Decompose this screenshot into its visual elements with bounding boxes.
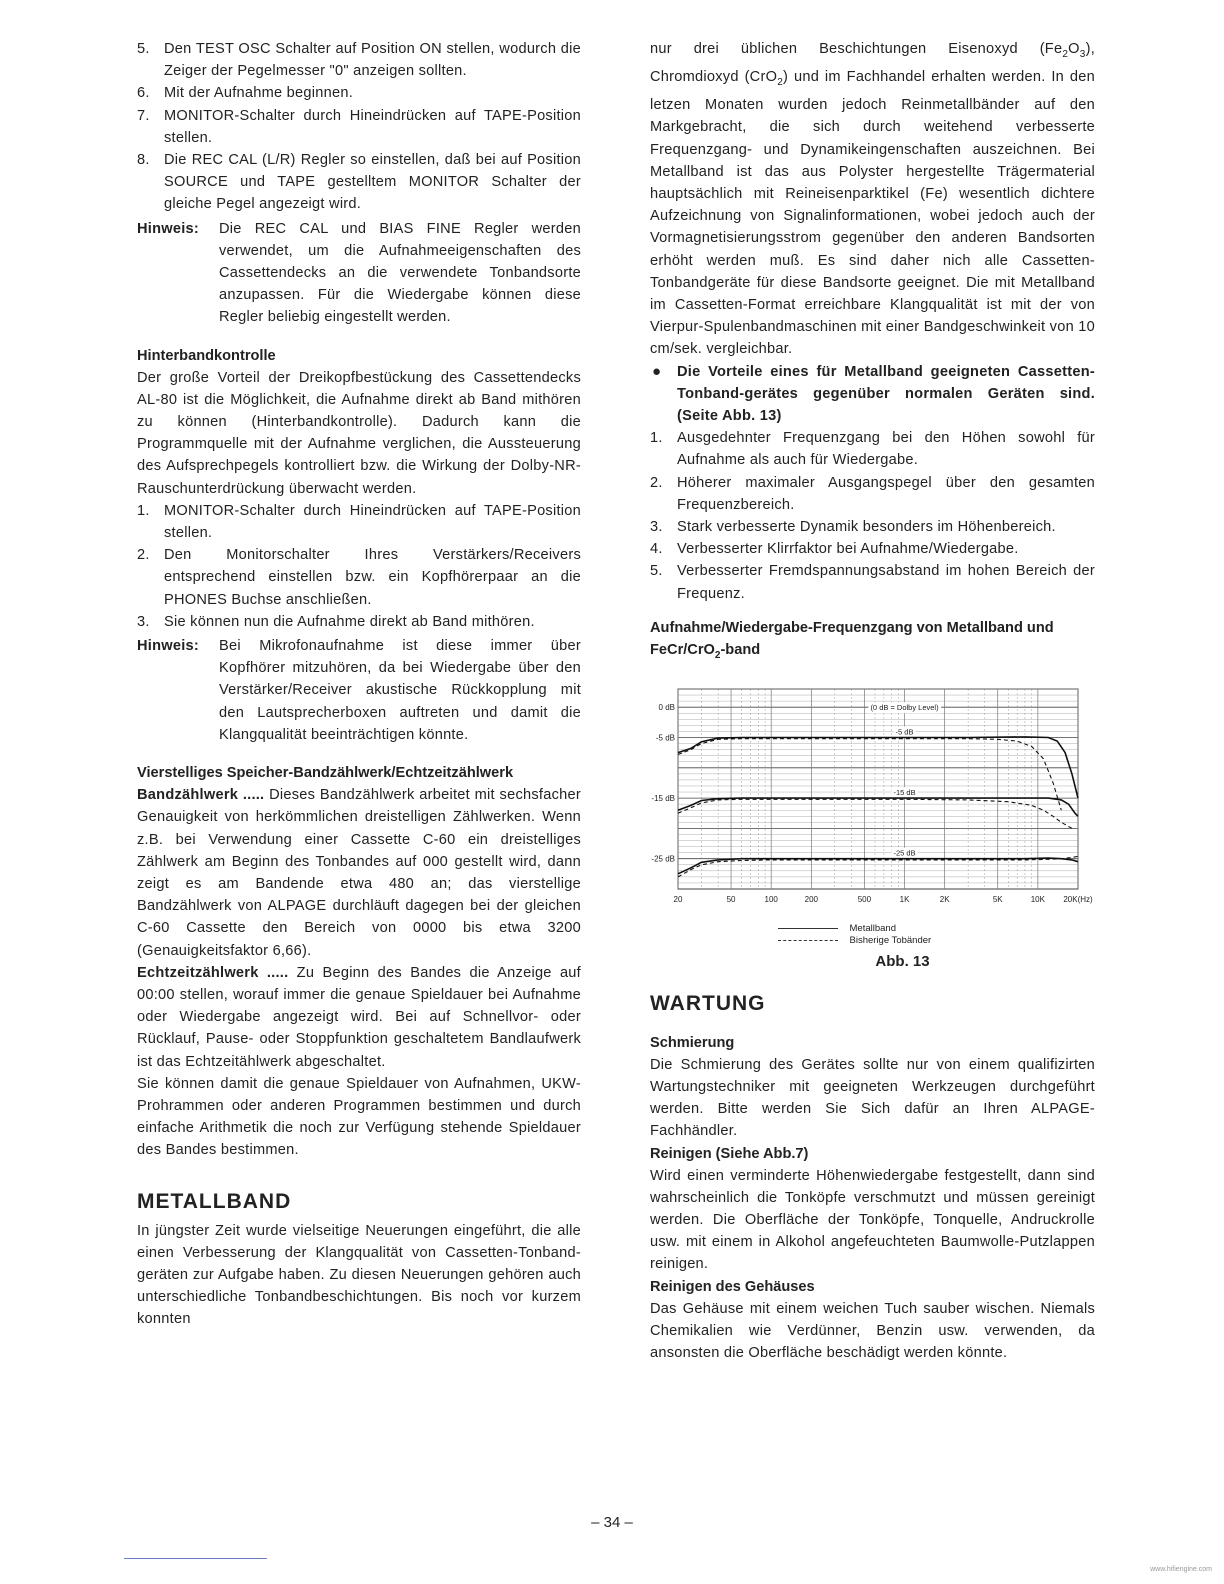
list-item: 2. Höherer maximaler Ausgangspegel über den gesamten Frequenzbereich.: [650, 474, 1095, 513]
heading-hinterbandkontrolle: Hinterbandkontrolle: [137, 347, 276, 364]
list-item: 3. Sie können nun die Aufnahme direkt ab Band mithören.: [137, 613, 535, 630]
note-microphone: [137, 635, 581, 746]
x-tick-label: 50: [726, 894, 736, 904]
x-tick-label: 2K: [939, 894, 950, 904]
legend-item-old: Bisherige Tobänder: [778, 935, 968, 947]
list-item: 7. MONITOR-Schalter durch Hineindrücken auf TAPE-Position stellen.: [137, 107, 581, 146]
inline-label-echtzeit: Echtzeitzählwerk .....: [137, 964, 289, 981]
x-tick-label: 200: [804, 894, 819, 904]
y-tick-label: -15 dB: [651, 793, 675, 803]
heading-metallband: METALLBAND: [137, 1189, 292, 1213]
paragraph-schmierung: Die Schmierung des Gerätes sollte nur von einem qualifizirten Wartungstechniker mit geeigneten Werkzeugen durchgeführt werden. Bitte werden Sie Sich dafür an Ihren ALPAGE-Fachhändler.: [650, 1056, 1095, 1140]
heading-schmierung: Schmierung: [650, 1034, 735, 1051]
x-tick-label: 20: [673, 894, 683, 904]
list-item: 8. Die REC CAL (L/R) Regler so einstellen, daß bei auf Position SOURCE und TAPE gestelltem MONITOR Schalter der gleiche Pegel angezeigt wird.: [137, 152, 581, 213]
y-tick-label: 0 dB: [658, 702, 675, 712]
steps-list-b: [137, 500, 581, 633]
paragraph-gehaeuse: Das Gehäuse mit einem weichen Tuch sauber wischen. Niemals Chemikalien wie Verdünner, Benzin usw. verwenden, da ansonsten die Oberfläche beschädigt werden könnte.: [650, 1300, 1095, 1362]
y-tick-label: -5 dB: [655, 733, 675, 743]
heading-wartung: WARTUNG: [650, 991, 766, 1015]
advantages-list: [650, 427, 1095, 605]
y-tick-label: -25 dB: [651, 854, 675, 864]
paragraph-reinigen: Wird einen verminderte Höhenwiedergabe festgestellt, dann sind wahrscheinlich die Tonköpfe verschmutzt und müssen gereinigt werden. Die Oberfläche der Tonköpfe, Tonquelle, Andruckrolle usw. mit einem in Alkohol angefeuchteten Baumwolle-Putzlappen reinigen.: [650, 1167, 1095, 1273]
list-item: 6. Mit der Aufnahme beginnen.: [137, 85, 354, 102]
chart-annotation: -15 dB: [893, 787, 916, 797]
paragraph-metallband: In jüngster Zeit wurde vielseitige Neuerungen eingeführt, die alle einen Verbesserung der Klangqualität von Cassetten-Tonband-geräten zur Aufgabe haben. Zu diesen Neuerungen gehören auch unterschiedliche Tonbandbeschichtungen. Bis noch vor kurzem konnten: [137, 1222, 581, 1328]
heading-reinigen: Reinigen (Siehe Abb.7): [650, 1145, 809, 1162]
x-tick-label: 10K: [1030, 894, 1045, 904]
note-label: Hinweis:: [137, 638, 200, 655]
advantages-heading: ● Die Vorteile eines für Metallband geeigneten Cassetten-Tonband-gerätes gegenüber normalen Geräten sind. (Seite Abb. 13): [652, 362, 1095, 425]
x-tick-label: 20K(Hz): [1063, 894, 1093, 904]
frequency-response-chart: [650, 679, 1095, 917]
steps-list-a: [137, 38, 581, 216]
note-text: Die REC CAL und BIAS FINE Regler werden verwendet, um die Aufnahmeeigenschaften des Cassettendecks an die verwendete Tonbandsorte anzupassen. Für die Wiedergabe können diese Regler beliebig eingestellt werden.: [219, 220, 581, 326]
bullet-icon: ●: [652, 362, 662, 380]
paragraph-bandzaehlwerk: Bandzählwerk ..... Dieses Bandzählwerk arbeitet mit sechsfacher Genauigkeit von herkömmlichen dreistelligen Zählwerken. Wenn z.B. bei Verwendung einer Cassette C-60 ein dreistelliges Zählwerk am Beginn des Tonbandes auf 000 gestellt wird, dann zeigt es am Bandende etwa 480 an; das vierstellige Bandzählwerk von ALPAGE durchläuft dagegen bei der gleichen C-60 Cassette den Bereich von 0000 bis etwa 3200 (Genauigkeitsfaktor 6,66).: [137, 787, 581, 959]
list-item: 1. MONITOR-Schalter durch Hineindrücken auf TAPE-Position stellen.: [137, 502, 581, 542]
paragraph-hinterbandkontrolle: Der große Vorteil der Dreikopfbestückung des Cassettendecks AL-80 ist die Möglichkeit, die Aufnahme direkt ab Band mithören zu können (Hinterbandkontrolle). Dadurch kann die Programmquelle mit der Aufnahme verglichen, die Aussteuerung des Aufsprechpegels kontrolliert bzw. die Wirkung der Dolby-NR-Rauschunterdrückung überwacht werden.: [137, 369, 581, 497]
x-tick-label: 100: [764, 894, 778, 904]
list-item: 3. Stark verbesserte Dynamik besonders im Höhenbereich.: [650, 519, 1056, 536]
list-item: 5. Den TEST OSC Schalter auf Position ON stellen, wodurch die Zeiger der Pegelmesser "0" anzeigen sollten.: [137, 41, 581, 80]
right-column: [650, 38, 1095, 1364]
list-item: 1. Ausgedehnter Frequenzgang bei den Höhen sowohl für Aufnahme als auch für Wiedergabe.: [650, 430, 1095, 469]
dashed-line-swatch: [778, 940, 838, 941]
inline-label-bandzaehlwerk: Bandzählwerk .....: [137, 787, 265, 804]
heading-counter: Vierstelliges Speicher-Bandzählwerk/Echtzeitzählwerk: [137, 765, 514, 782]
figure-caption: Abb. 13: [875, 952, 930, 970]
chart-annotation: (0 dB = Dolby Level): [870, 702, 939, 712]
solid-line-swatch: [778, 928, 838, 929]
chart-title: Aufnahme/Wiedergabe-Frequenzgang von Metallband und FeCr/CrO$_2$-band: [650, 619, 1054, 661]
paragraph-metallband-cont: nur drei üblichen Beschichtungen Eisenoxyd $(Fe_2O_3)$, Chromdioxyd (CrO$_2$) und im Fachhandel erhalten werden. In den letzen Monaten wurden jedoch Reinmetallbänder auf den Markgebracht, die sich durch weitehend verbesserte Frequenzgang- und Dynamikeingenschaften auszeichnen. Bei Metallband ist das aus Polyster hergestellte Trägermaterial hauptsächlich mit Reineisenparktikel (Fe) wesentlich dichtere Aufzeichnung von Signalinformationen, wobei jedoch auch der Vormagnetisierungsstrom gegenüber den anderen Bandsorten erhöht werden muß. Es sind daher nich alle Cassetten-Tonbandgeräte für diese Bandsorte geeignet. Die mit Metallband im Cassetten-Format erreichbare Klangqualität ist mit der von Vierpur-Spulenbandmaschinen mit einer Bandgeschwinkeit von 10 cm/sek. vergleichbar.: [650, 41, 1096, 358]
series-line: [678, 798, 1078, 816]
paragraph-spieldauer: Sie können damit die genaue Spieldauer von Aufnahmen, UKW-Prohrammen oder anderen Programmen bestimmen und durch einfache Arithmetik die noch zur Verfügung stehende Spieldauer des Bandes bestimmen.: [137, 1075, 581, 1159]
legend-item-metal: Metallband: [778, 923, 968, 935]
left-column: [137, 38, 581, 1331]
list-item: 2. Den Monitorschalter Ihres Verstärkers/Receivers entsprechend einstellen bzw. ein Kopfhörerpaar an die PHONES Buchse anschließen.: [137, 547, 581, 608]
page-number: – 34 –: [591, 1514, 633, 1531]
paragraph-echtzeitzaehlwerk: Echtzeitzählwerk ..... Zu Beginn des Bandes die Anzeige auf 00:00 stellen, worauf immer die genaue Spieldauer bei Aufnahme oder Wiedergabe angezeigt wird. Bei auf Schnellvor- oder Rücklauf, Pause- oder Stoppfunktion geschaltetem Bandlaufwerk ist das Echtzeitählwerk abgeschaltet.: [137, 964, 581, 1070]
chart-annotation: -5 dB: [895, 727, 914, 737]
x-tick-label: 1K: [899, 894, 910, 904]
list-item: 5. Verbesserter Fremdspannungsabstand im hohen Bereich der Frequenz.: [650, 563, 1095, 602]
heading-gehaeuse: Reinigen des Gehäuses: [650, 1278, 815, 1295]
chart-annotation: -25 dB: [893, 848, 916, 858]
list-item: 4. Verbesserter Klirrfaktor bei Aufnahme/Wiedergabe.: [650, 541, 1019, 558]
chart-legend: [650, 923, 1095, 947]
note-text: Bei Mikrofonaufnahme ist diese immer über Kopfhörer mitzuhören, da bei Wiedergabe über den Verstärker/Receiver akustische Rückkopplung mit den Lautsprecherboxen auftreten und damit die Klangqualität beeinträchtigen könnte.: [219, 638, 581, 743]
x-tick-label: 5K: [992, 894, 1003, 904]
watermark-credit: www.hifiengine.com: [1150, 1566, 1212, 1573]
note-rec-cal: [137, 218, 581, 329]
x-tick-label: 500: [857, 894, 872, 904]
note-label: Hinweis:: [137, 220, 200, 237]
footer-rule: [124, 1558, 267, 1559]
